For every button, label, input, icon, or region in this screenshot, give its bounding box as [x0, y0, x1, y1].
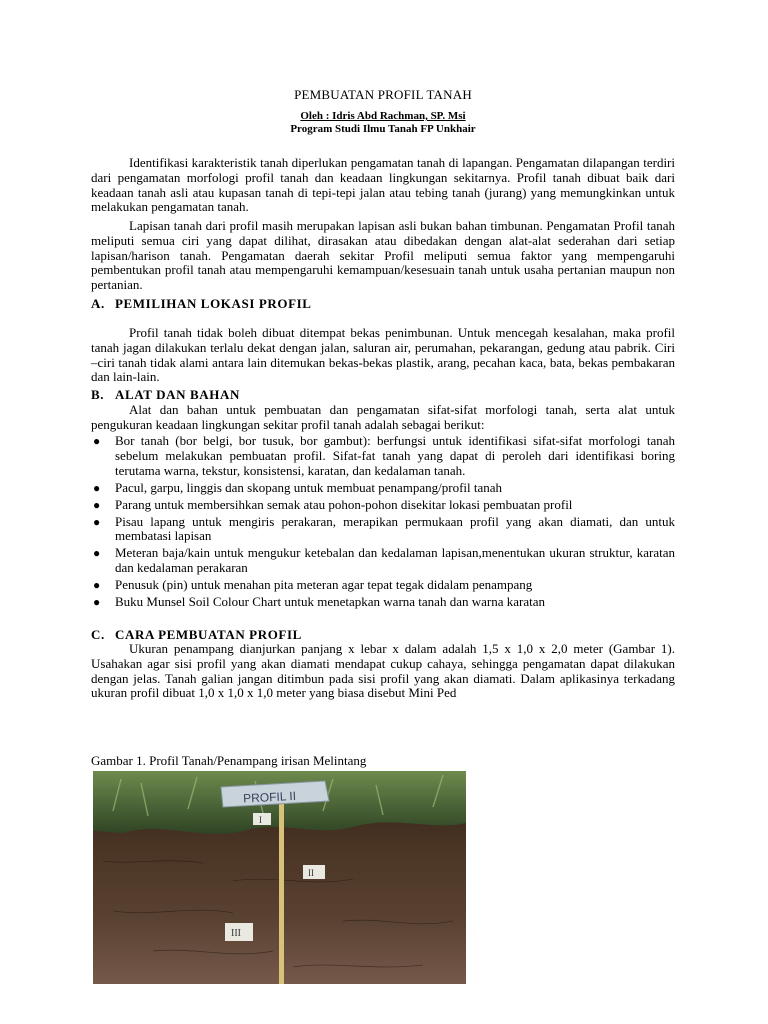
- bullet-icon: ●: [93, 514, 101, 529]
- soil-profile-photo: [93, 771, 466, 984]
- horizon-label-2: II: [308, 868, 314, 878]
- profile-sign-text: PROFIL II: [242, 788, 297, 806]
- bullet-icon: ●: [93, 434, 101, 448]
- measuring-tape: [279, 799, 284, 984]
- bullet-icon: ●: [93, 480, 101, 495]
- figure-caption: Gambar 1. Profil Tanah/Penampang irisan Melintang: [91, 753, 367, 768]
- bullet-icon: ●: [93, 595, 101, 610]
- horizon-marker-1: [253, 813, 271, 825]
- author-line: Oleh : Idris Abd Rachman, SP. Msi: [300, 110, 466, 122]
- list-item: ● Buku Munsel Soil Colour Chart untuk menetapkan warna tanah dan warna karatan: [93, 594, 545, 610]
- section-a-title: PEMILIHAN LOKASI PROFIL: [115, 296, 312, 311]
- program-line: Program Studi Ilmu Tanah FP Unkhair: [290, 123, 476, 135]
- horizon-label-3: III: [231, 928, 241, 939]
- list-item: ● Bor tanah (bor belgi, bor tusuk, bor gambut): berfungsi untuk identifikasi sifat-sifat morfologi tanah sebelum melakukan pembuatan profil. Sifat-fat tanah yang dapat di peroleh dari identifikasi boring terutama warna, tekstur, konsistensi, karatan, dan kedalaman tanah.: [93, 433, 675, 478]
- section-a-letter: A.: [91, 296, 105, 311]
- list-item: ● Penusuk (pin) untuk menahan pita meteran agar tepat tegak didalam penampang: [93, 577, 533, 593]
- soil-profile-image: [93, 771, 466, 984]
- intro-paragraph-2: Lapisan tanah dari profil masih merupakan lapisan asli bukan bahan timbunan. Pengamatan Profil tanah meliputi semua ciri yang dapat dilihat, dirasakan atau dibedakan dengan alat-alat sederahan dari setiap lapisan/harison tanah. Pengamatan daerah sekitar Profil meliputi semua faktor yang mempengaruhi pembentukan profil tanah atau mempengaruhi kemampuan/kesesuain tanah untuk usaha pertanian maupun non pertanian.: [91, 218, 675, 293]
- section-c-title: CARA PEMBUATAN PROFIL: [115, 627, 302, 642]
- tools-list: [91, 434, 675, 612]
- horizon-marker-2: [303, 865, 325, 879]
- section-c-paragraph: Ukuran penampang dianjurkan panjang x lebar x dalam adalah 1,5 x 1,0 x 2,0 meter (Gambar 1). Usahakan agar sisi profil yang akan diamati mendapat cukup cahaya, sehingga pengamatan dapat dilakukan dengan jelas. Tanah galian jangan ditimbun pada sisi profil yang akan diamati. Dalam aplikasinya terkadang ukuran profil dibuat 1,0 x 1,0 x 1,0 meter yang biasa disebut Mini Ped: [91, 641, 675, 701]
- section-b-title: ALAT DAN BAHAN: [115, 387, 240, 402]
- document-title: PEMBUATAN PROFIL TANAH: [294, 87, 472, 102]
- section-a-paragraph: Profil tanah tidak boleh dibuat ditempat bekas penimbunan. Untuk mencegah kesalahan, maka profil tanah jagan dilakukan terlalu dekat dengan jalan, saluran air, perumahan, pekarangan, gedung atau pabrik. Ciri –ciri tanah tidak alami antara lain ditemukan bekas-bekas plastik, arang, pecahan kaca, bata, bekas pembakaran dan lain-lain.: [91, 325, 675, 385]
- section-b-letter: B.: [91, 387, 105, 402]
- list-item: ● Pisau lapang untuk mengiris perakaran, merapikan permukaan profil yang akan diamati, dan untuk membatasi lapisan: [93, 513, 675, 544]
- list-item: ● Parang untuk membersihkan semak atau pohon-pohon disekitar lokasi pembuatan profil: [93, 496, 573, 512]
- intro-paragraph-1: Identifikasi karakteristik tanah diperlukan pengamatan tanah di lapangan. Pengamatan dilapangan terdiri dari pengamatan morfologi profil tanah dan keadaan lingkungan sekitarnya. Profil tanah dibuat baik dari keadaan tanah asli atau kupasan tanah di tepi-tepi jalan atau tebing tanah (jurang) yang memungkinkan untuk melakukan pengamatan tanah.: [91, 155, 675, 215]
- horizon-label-1: I: [259, 815, 262, 825]
- section-b-heading: [91, 387, 240, 403]
- list-item: ● Pacul, garpu, linggis dan skopang untuk membuat penampang/profil tanah: [93, 479, 503, 495]
- bullet-icon: ●: [93, 497, 101, 512]
- section-c-letter: C.: [91, 627, 105, 642]
- section-a-heading: [91, 296, 312, 312]
- list-item: ● Meteran baja/kain untuk mengukur ketebalan dan kedalaman lapisan,menentukan ukuran struktur, karatan dan kedalaman perakaran: [93, 545, 675, 576]
- bullet-icon: ●: [93, 578, 101, 593]
- section-b-paragraph: Alat dan bahan untuk pembuatan dan pengamatan sifat-sifat morfologi tanah, serta alat untuk pengukuran keadaan lingkungan sekitar profil tanah adalah sebagai berikut:: [91, 402, 675, 432]
- bullet-icon: ●: [93, 546, 101, 561]
